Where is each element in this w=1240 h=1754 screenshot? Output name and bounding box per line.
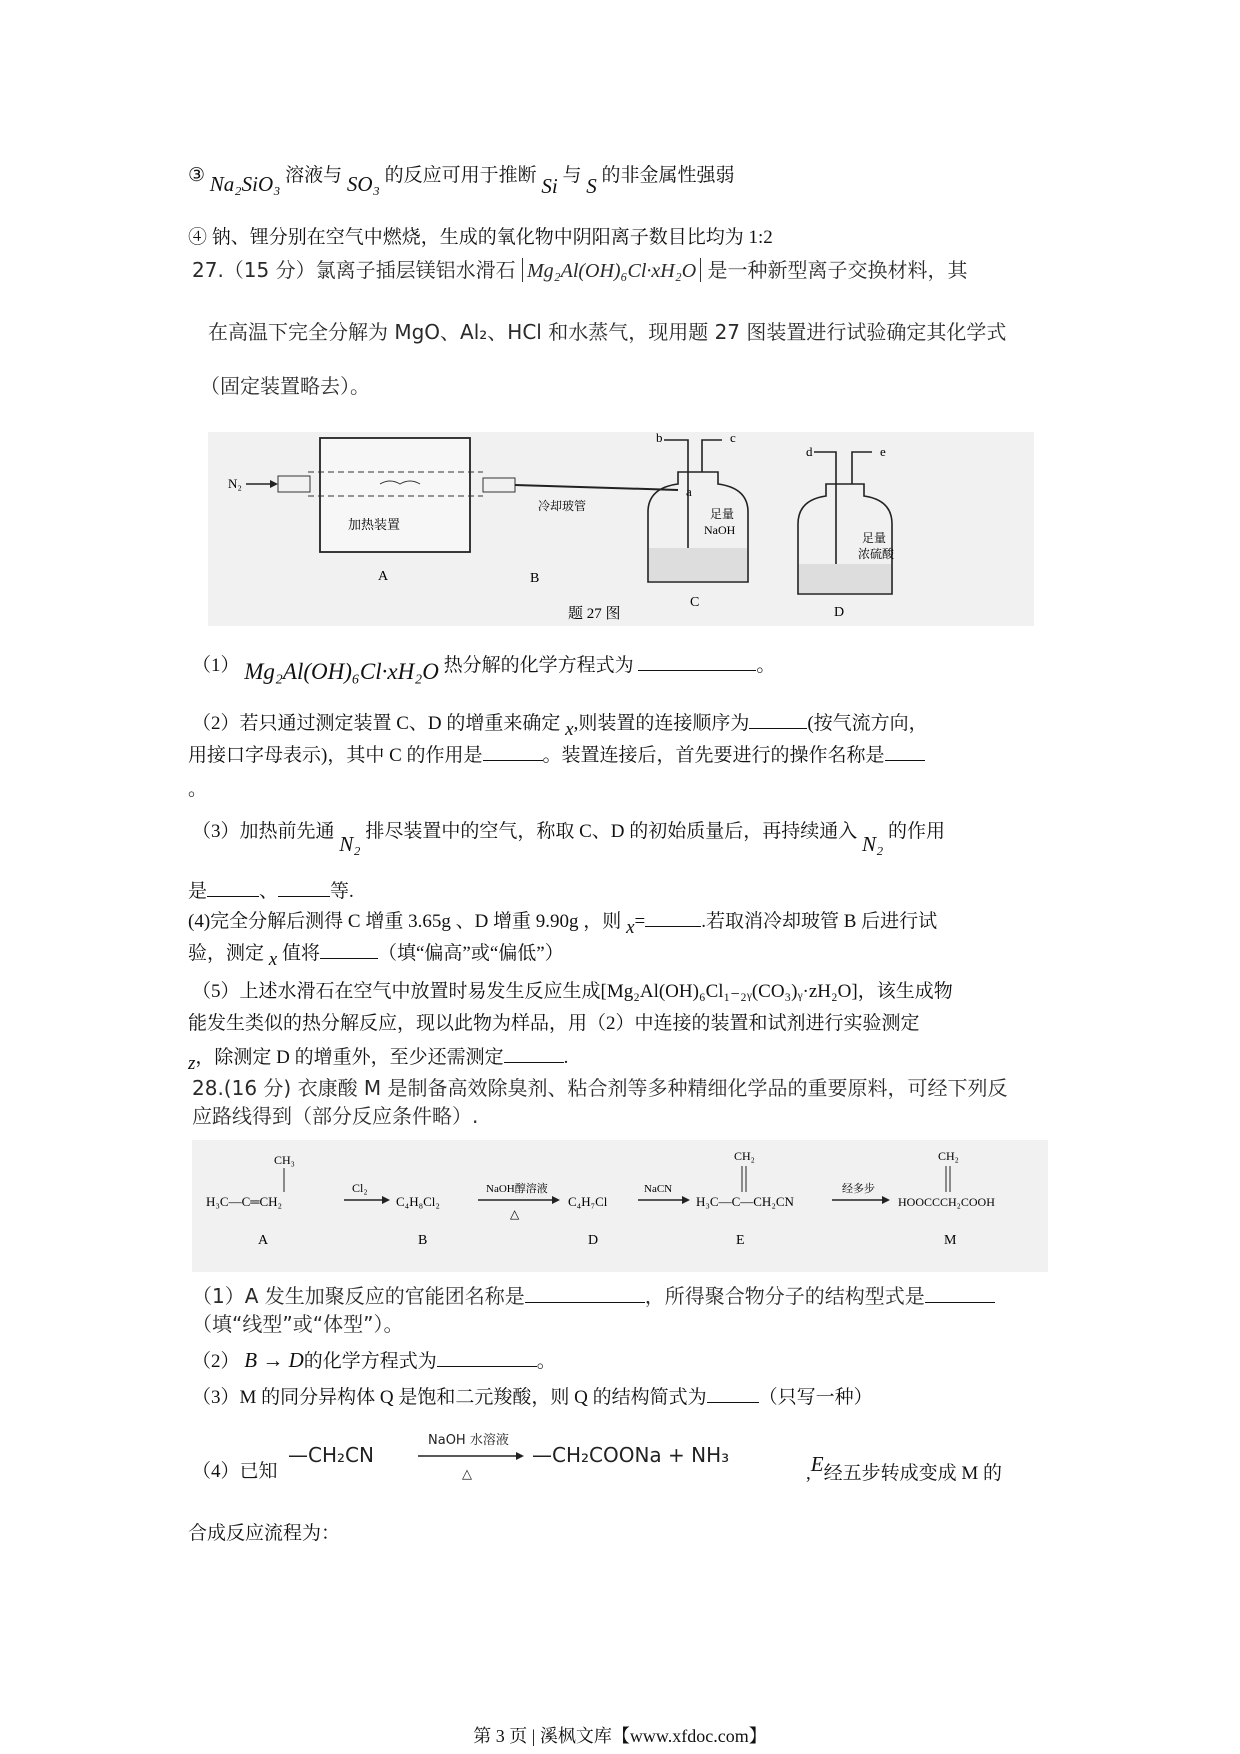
circled-number: ③: [188, 165, 206, 186]
text-fragment: 热分解的化学方程式为: [443, 655, 634, 676]
n2-label: N₂: [228, 476, 242, 491]
text-fragment: 的反应可用于推断: [384, 165, 537, 186]
q27-part2-line3: 。: [188, 779, 208, 800]
period: 。: [756, 655, 776, 676]
e-structure: H₃C—C—CH₂CN: [696, 1194, 794, 1209]
text-fragment: 、: [259, 881, 279, 902]
figure-caption: 题 27 图: [568, 606, 621, 622]
known-reaction-image: [286, 1424, 802, 1486]
formula-na2sio3: Na₂SiO₃: [209, 172, 281, 196]
q27-part3-line1: [192, 816, 946, 856]
text-fragment: （4）已知: [192, 1461, 278, 1482]
text-fragment: 用接口字母表示)，其中 C 的作用是: [188, 745, 483, 766]
label-d: D: [588, 1233, 599, 1248]
answer-blank[interactable]: [749, 710, 807, 729]
q27-header: [192, 256, 968, 285]
port-a: a: [686, 484, 692, 499]
text-fragment: ,则装置的连接顺序为: [573, 713, 750, 734]
reagent-cl2: Cl₂: [352, 1181, 368, 1195]
reaction-scheme: [192, 1140, 1048, 1272]
formula-text: Mg₂Al(OH)₆Cl·xH₂O: [526, 260, 697, 282]
e-methylene: CH₂: [734, 1149, 755, 1163]
var-z: z: [188, 1053, 196, 1074]
q27-head-text: 27.（15 分）氯离子插层镁铝水滑石: [192, 258, 516, 282]
text-fragment: 的化学方程式为: [303, 1351, 437, 1372]
heater-box: [320, 438, 470, 552]
apparatus-diagram: [208, 432, 1034, 626]
period: 。: [536, 1351, 556, 1372]
q27-part5-line1: （5）上述水滑石在空气中放置时易发生反应生成[Mg₂Al(OH)₆Cl₁₋₂ᵧ(CO₃)ᵧ·zH₂O]，该生成物: [192, 981, 953, 1002]
text-fragment: 经五步转成变成 M 的: [823, 1463, 1002, 1484]
reagent-nacn: NaCN: [644, 1183, 673, 1195]
text-fragment: 值将: [281, 943, 320, 964]
q27-line2: 在高温下完全分解为 MgO、Al₂、HCl 和水蒸气，现用题 27 图装置进行试验确定其化学式: [208, 320, 1007, 344]
formula-n2: N₂: [339, 832, 361, 856]
text-fragment: （填“偏高”或“偏低”）: [377, 943, 564, 964]
page-footer: 第 3 页 | 溪枫文库【www.xfdoc.com】: [473, 1726, 767, 1746]
q28-part4-line1: [192, 1438, 278, 1482]
text-fragment: (按气流方向，: [807, 713, 928, 734]
comma: ,: [806, 1463, 811, 1484]
var-x: x: [565, 719, 574, 740]
c-note1: 足量: [710, 507, 735, 521]
label-b: B: [418, 1233, 428, 1248]
q27-part5-line3: [188, 1044, 568, 1072]
q28-part3: [192, 1384, 873, 1412]
formula-n2: N₂: [861, 832, 884, 856]
known-product: —CH₂COONa + NH₃: [532, 1443, 730, 1467]
answer-blank[interactable]: [320, 940, 378, 959]
heater-label: 加热装置: [348, 517, 401, 532]
compound-e: E: [810, 1452, 824, 1476]
text-fragment: .若取消冷却玻管 B 后进行试: [701, 911, 938, 932]
text-fragment: ，除测定 D 的增重外，至少还需测定: [195, 1047, 504, 1068]
q27-line3: （固定装置略去）。: [200, 374, 370, 398]
answer-blank[interactable]: [483, 742, 543, 761]
reaction-scheme-diagram: [192, 1140, 1048, 1272]
d-note2: 浓硫酸: [858, 547, 895, 561]
cooling-tube-label: 冷却玻管: [538, 499, 587, 513]
var-x: x: [268, 949, 278, 970]
c-note2: NaOH: [704, 523, 736, 537]
text-fragment: 的非金属性强弱: [601, 165, 735, 186]
text-fragment: （只写一种）: [758, 1387, 873, 1408]
label-b: B: [530, 571, 540, 586]
text-fragment: 与: [562, 165, 582, 186]
text-fragment: （3）加热前先通: [192, 821, 335, 842]
q27-part2-line1: [192, 710, 928, 738]
port-c: c: [730, 432, 736, 445]
port-e: e: [880, 444, 886, 459]
answer-blank[interactable]: [278, 878, 330, 897]
m-methylene: CH₂: [938, 1149, 959, 1163]
var-x: x: [626, 917, 635, 938]
answer-blank[interactable]: [885, 742, 925, 761]
statement-4: ④ 钠、锂分别在空气中燃烧，生成的氧化物中阴阳离子数目比均为 1:2: [188, 227, 773, 248]
q28-part1-line2: （填“线型”或“体型”）。: [192, 1312, 404, 1336]
a-structure: H₃C—C═CH₂: [206, 1194, 283, 1209]
q27-part1: [192, 650, 776, 684]
text-fragment: （2）若只通过测定装置 C、D 的增重来确定: [192, 713, 561, 734]
text-fragment: 溶液与: [285, 165, 343, 186]
answer-blank[interactable]: [925, 1284, 995, 1303]
q28-header-line1: 28.(16 分) 衣康酸 M 是制备高效除臭剂、粘合剂等多种精细化学品的重要原料，可经下列反: [192, 1076, 1008, 1100]
text-fragment: （3）M 的同分异构体 Q 是饱和二元羧酸，则 Q 的结构简式为: [192, 1387, 707, 1408]
port-d: d: [806, 444, 813, 459]
label-a: A: [378, 569, 389, 584]
answer-blank[interactable]: [437, 1348, 537, 1367]
q28-part2: [192, 1346, 556, 1376]
reagent-naoh: NaOH醇溶液: [486, 1183, 548, 1195]
answer-blank[interactable]: [504, 1044, 564, 1063]
answer-blank[interactable]: [207, 878, 259, 897]
formula-b-to-d: B → D: [244, 1348, 304, 1372]
q27-part4-line2: [188, 940, 564, 968]
delta-symbol: △: [510, 1207, 520, 1221]
label-m: M: [944, 1233, 957, 1248]
period: .: [563, 1047, 569, 1068]
q27-part4-line1: [188, 908, 937, 936]
text-fragment: 是: [188, 881, 208, 902]
formula-mg2al: Mg₂Al(OH)₆Cl·xH₂O: [244, 659, 439, 684]
q28-header-line2: 应路线得到（部分反应条件略）.: [192, 1104, 479, 1128]
known-reactant: —CH₂CN: [288, 1443, 374, 1467]
answer-blank[interactable]: [638, 652, 756, 671]
label-d: D: [834, 605, 845, 620]
part-number: （2）: [192, 1351, 240, 1372]
text-fragment: 排尽装置中的空气，称取 C、D 的初始质量后，再持续通入: [365, 821, 858, 842]
q27-head-post: 是一种新型离子交换材料，其: [707, 258, 968, 282]
d-note1: 足量: [862, 531, 887, 545]
text-fragment: 验，测定: [188, 943, 265, 964]
symbol-s: S: [586, 174, 597, 198]
known-delta: △: [462, 1466, 472, 1481]
label-a: A: [258, 1233, 269, 1248]
text-fragment: ，所得聚合物分子的结构型式是: [644, 1284, 925, 1308]
statement-3: [188, 160, 735, 198]
text-fragment: (4)完全分解后测得 C 增重 3.65g 、D 增重 9.90g ，则: [188, 911, 622, 932]
a-methyl: CH₃: [274, 1153, 295, 1167]
q28-part4-tail: [806, 1452, 1002, 1488]
q28-part1-line1: [192, 1282, 995, 1310]
symbol-si: Si: [541, 174, 558, 198]
answer-blank[interactable]: [525, 1284, 645, 1303]
b-formula: C₄H₈Cl₂: [396, 1194, 440, 1209]
q27-formula: [522, 258, 701, 282]
part-number: （1）: [192, 655, 240, 676]
text-fragment: 的作用: [888, 821, 946, 842]
d-formula: C₄H₇Cl: [568, 1194, 608, 1209]
formula-so3: SO₃: [346, 172, 380, 196]
q27-part5-line2: 能发生类似的热分解反应，现以此物为样品，用（2）中连接的装置和试剂进行实验测定: [188, 1013, 920, 1034]
label-e: E: [736, 1233, 745, 1248]
answer-blank[interactable]: [707, 1384, 759, 1403]
text-fragment: 。装置连接后，首先要进行的操作名称是: [542, 745, 885, 766]
text-fragment: （1）A 发生加聚反应的官能团名称是: [192, 1284, 525, 1308]
multi-step-label: 经多步: [842, 1183, 875, 1195]
apparatus-figure: [208, 432, 1034, 626]
answer-blank[interactable]: [645, 908, 701, 927]
m-structure: HOOCCCH₂COOH: [898, 1195, 995, 1209]
q27-part3-line2: [188, 878, 354, 906]
label-c: C: [690, 595, 700, 610]
q27-part2-line2: [188, 742, 925, 770]
port-b: b: [656, 432, 663, 445]
q28-part4-line2: 合成反应流程为：: [188, 1523, 341, 1544]
text-fragment: 等.: [330, 881, 354, 902]
text-fragment: =: [634, 911, 646, 932]
known-condition: NaOH 水溶液: [428, 1433, 509, 1448]
